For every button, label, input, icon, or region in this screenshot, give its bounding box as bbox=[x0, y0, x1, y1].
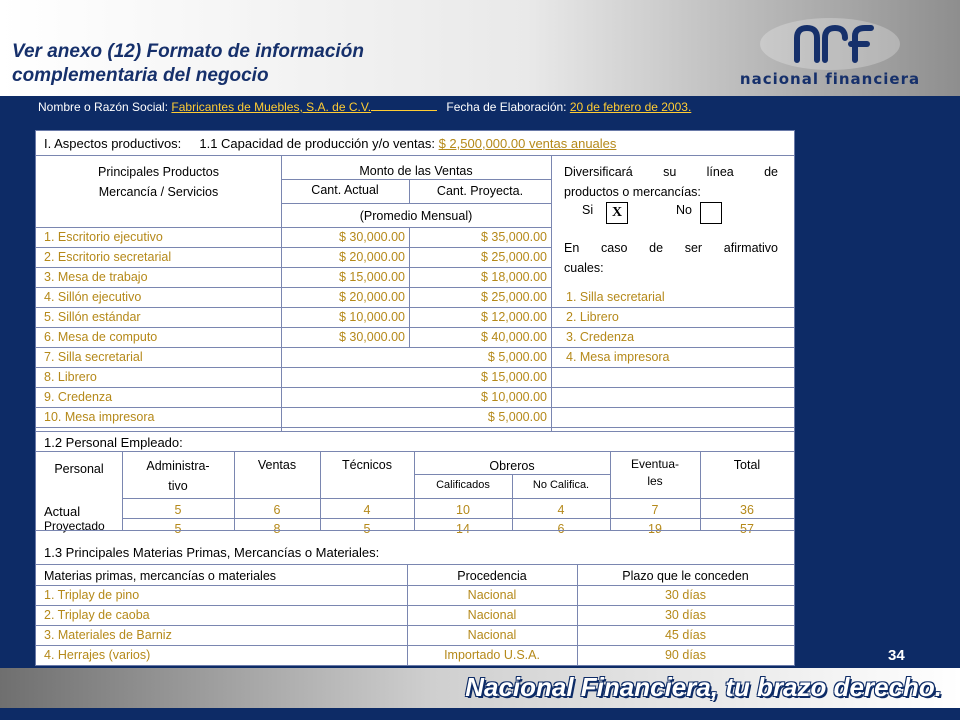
page-number: 34 bbox=[888, 647, 905, 664]
product-actual: $ 30,000.00 bbox=[338, 230, 405, 244]
col-proy-header: Cant. Proyecta. bbox=[436, 184, 524, 198]
material-plazo: 90 días bbox=[664, 648, 706, 662]
staff-row-label: Proyectado bbox=[44, 519, 105, 533]
footer-tagline: Nacional Financiera, tu brazo derecho. bbox=[465, 672, 942, 702]
nafin-logo bbox=[705, 18, 955, 92]
section3-heading: 1.3 Principales Materias Primas, Mercancías o Materiales: bbox=[44, 545, 380, 560]
material-name: 4. Herrajes (varios) bbox=[44, 648, 151, 662]
rule bbox=[36, 431, 794, 432]
rule bbox=[36, 347, 794, 348]
rule bbox=[36, 327, 794, 328]
rule bbox=[36, 387, 794, 388]
staff-eventuales: 7 bbox=[651, 503, 659, 517]
col-admin-l2: tivo bbox=[168, 479, 188, 493]
product-proyectada: $ 25,000.00 bbox=[480, 290, 547, 304]
col-products-l1: Principales Productos bbox=[98, 165, 219, 179]
razon-value: Fabricantes de Muebles, S.A. de C.V. bbox=[171, 100, 372, 114]
product-actual: $ 10,000.00 bbox=[338, 310, 405, 324]
rule bbox=[36, 367, 794, 368]
diversify-item: 2. Librero bbox=[566, 310, 619, 324]
product-name: 7. Silla secretarial bbox=[44, 350, 143, 364]
rule bbox=[281, 179, 551, 180]
product-proyectada: $ 25,000.00 bbox=[480, 250, 547, 264]
col-total-header: Total bbox=[733, 458, 761, 472]
product-proyectada: $ 40,000.00 bbox=[480, 330, 547, 344]
material-procedencia: Nacional bbox=[467, 608, 517, 622]
rule bbox=[551, 155, 552, 431]
rule bbox=[36, 267, 551, 268]
col-personal-header: Personal bbox=[54, 462, 104, 476]
diversify-item: 1. Silla secretarial bbox=[566, 290, 665, 304]
col-admin-header bbox=[122, 456, 234, 496]
col-ventas-header: Ventas bbox=[257, 458, 297, 472]
rule bbox=[36, 530, 794, 531]
staff-admin: 5 bbox=[174, 522, 182, 536]
material-procedencia: Nacional bbox=[467, 628, 517, 642]
rule bbox=[409, 227, 410, 347]
product-proyectada: $ 15,000.00 bbox=[480, 370, 547, 384]
material-name: 2. Triplay de caoba bbox=[44, 608, 150, 622]
col-plazo-header: Plazo que le conceden bbox=[622, 569, 749, 583]
si-checkbox[interactable]: X bbox=[606, 202, 628, 224]
staff-row-label: Actual bbox=[44, 504, 81, 519]
fecha-label: Fecha de Elaboración: bbox=[446, 100, 567, 114]
col-products-l2: Mercancía / Servicios bbox=[98, 185, 219, 199]
product-name: 9. Credenza bbox=[44, 390, 113, 404]
material-plazo: 30 días bbox=[664, 588, 706, 602]
rule bbox=[36, 155, 794, 156]
rule bbox=[36, 451, 794, 452]
afirm-l1: En caso de ser afirmativo bbox=[564, 241, 778, 255]
product-proyectada: $ 12,000.00 bbox=[480, 310, 547, 324]
diversify-l1: Diversificará su línea de bbox=[564, 165, 778, 179]
material-plazo: 45 días bbox=[664, 628, 706, 642]
nafin-logo-mark bbox=[705, 18, 955, 70]
col-eventuales-l2: les bbox=[647, 474, 663, 488]
staff-total: 57 bbox=[740, 522, 754, 536]
form-panel bbox=[35, 130, 795, 666]
logo-text: nacional financiera bbox=[739, 70, 921, 88]
rule bbox=[122, 518, 794, 519]
diversify-item: 4. Mesa impresora bbox=[566, 350, 670, 364]
product-actual: $ 30,000.00 bbox=[338, 330, 405, 344]
fecha-value: 20 de febrero de 2003. bbox=[569, 100, 692, 114]
staff-tecnicos: 4 bbox=[363, 503, 371, 517]
product-proyectada: $ 5,000.00 bbox=[487, 410, 547, 424]
col-materias-header: Materias primas, mercancías o materiales bbox=[44, 569, 277, 583]
col-actual-header: Cant. Actual bbox=[311, 183, 379, 197]
material-name: 3. Materiales de Barniz bbox=[44, 628, 172, 642]
diversify-l2: productos o mercancías: bbox=[564, 185, 701, 199]
staff-total: 36 bbox=[740, 503, 754, 517]
no-checkbox[interactable] bbox=[700, 202, 722, 224]
rule bbox=[36, 564, 794, 565]
staff-admin: 5 bbox=[174, 503, 182, 517]
staff-ventas: 8 bbox=[273, 522, 281, 536]
material-procedencia: Nacional bbox=[467, 588, 517, 602]
staff-ventas: 6 bbox=[273, 503, 281, 517]
rule bbox=[36, 287, 551, 288]
product-proyectada: $ 18,000.00 bbox=[480, 270, 547, 284]
col-nocalifica-header: No Califica. bbox=[532, 479, 590, 491]
col-procedencia-header: Procedencia bbox=[457, 569, 527, 583]
col-products-header bbox=[36, 162, 281, 202]
staff-tecnicos: 5 bbox=[363, 522, 371, 536]
rule bbox=[36, 247, 551, 248]
si-label: Si bbox=[582, 203, 594, 217]
section1-heading-text: I. Aspectos productivos: bbox=[44, 136, 182, 151]
product-name: 8. Librero bbox=[44, 370, 97, 384]
razon-label: Nombre o Razón Social: bbox=[38, 100, 169, 114]
capacity-label: 1.1 Capacidad de producción y/o ventas: bbox=[199, 136, 435, 151]
capacity-value: $ 2,500,000.00 ventas anuales bbox=[438, 136, 617, 151]
rule bbox=[36, 307, 794, 308]
rule bbox=[36, 585, 794, 586]
product-name: 3. Mesa de trabajo bbox=[44, 270, 148, 284]
product-name: 1. Escritorio ejecutivo bbox=[44, 230, 163, 244]
rule bbox=[36, 407, 794, 408]
product-actual: $ 20,000.00 bbox=[338, 250, 405, 264]
col-obreros-header: Obreros bbox=[489, 459, 535, 473]
col-monto-header: Monto de las Ventas bbox=[359, 164, 473, 178]
col-eventuales-header bbox=[610, 456, 700, 490]
no-label: No bbox=[676, 203, 692, 217]
col-promedio-header: (Promedio Mensual) bbox=[359, 209, 473, 223]
col-calificados-header: Calificados bbox=[436, 479, 490, 491]
product-name: 5. Sillón estándar bbox=[44, 310, 141, 324]
material-name: 1. Triplay de pino bbox=[44, 588, 140, 602]
afirm-l2: cuales: bbox=[564, 261, 604, 275]
diversify-item: 3. Credenza bbox=[566, 330, 635, 344]
section2-heading: 1.2 Personal Empleado: bbox=[44, 435, 183, 450]
razon-underline bbox=[371, 99, 437, 111]
staff-eventuales: 19 bbox=[648, 522, 662, 536]
product-actual: $ 20,000.00 bbox=[338, 290, 405, 304]
product-name: 4. Sillón ejecutivo bbox=[44, 290, 142, 304]
product-actual: $ 15,000.00 bbox=[338, 270, 405, 284]
material-plazo: 30 días bbox=[664, 608, 706, 622]
col-admin-l1: Administra- bbox=[146, 459, 210, 473]
staff-nocalifica: 4 bbox=[557, 503, 565, 517]
title-line-1: Ver anexo (12) Formato de información bbox=[12, 41, 364, 62]
meta-line bbox=[38, 99, 691, 114]
col-eventuales-l1: Eventua- bbox=[630, 457, 680, 471]
col-tecnicos-header: Técnicos bbox=[341, 458, 393, 472]
staff-calificados: 10 bbox=[456, 503, 470, 517]
rule bbox=[36, 227, 551, 228]
rule bbox=[36, 625, 794, 626]
product-name: 6. Mesa de computo bbox=[44, 330, 158, 344]
rule bbox=[36, 645, 794, 646]
rule bbox=[36, 427, 794, 428]
product-proyectada: $ 10,000.00 bbox=[480, 390, 547, 404]
staff-calificados: 14 bbox=[456, 522, 470, 536]
rule bbox=[281, 203, 551, 204]
material-procedencia: Importado U.S.A. bbox=[444, 648, 540, 662]
product-proyectada: $ 35,000.00 bbox=[480, 230, 547, 244]
product-proyectada: $ 5,000.00 bbox=[487, 350, 547, 364]
diversify-question bbox=[564, 162, 778, 202]
section1-heading bbox=[44, 136, 616, 151]
title-line-2: complementaria del negocio bbox=[12, 65, 269, 86]
rule bbox=[122, 498, 794, 499]
afirmativo-question bbox=[564, 238, 778, 278]
product-name: 2. Escritorio secretarial bbox=[44, 250, 172, 264]
rule bbox=[36, 605, 794, 606]
staff-nocalifica: 6 bbox=[557, 522, 565, 536]
product-name: 10. Mesa impresora bbox=[44, 410, 155, 424]
page-title bbox=[12, 40, 364, 88]
